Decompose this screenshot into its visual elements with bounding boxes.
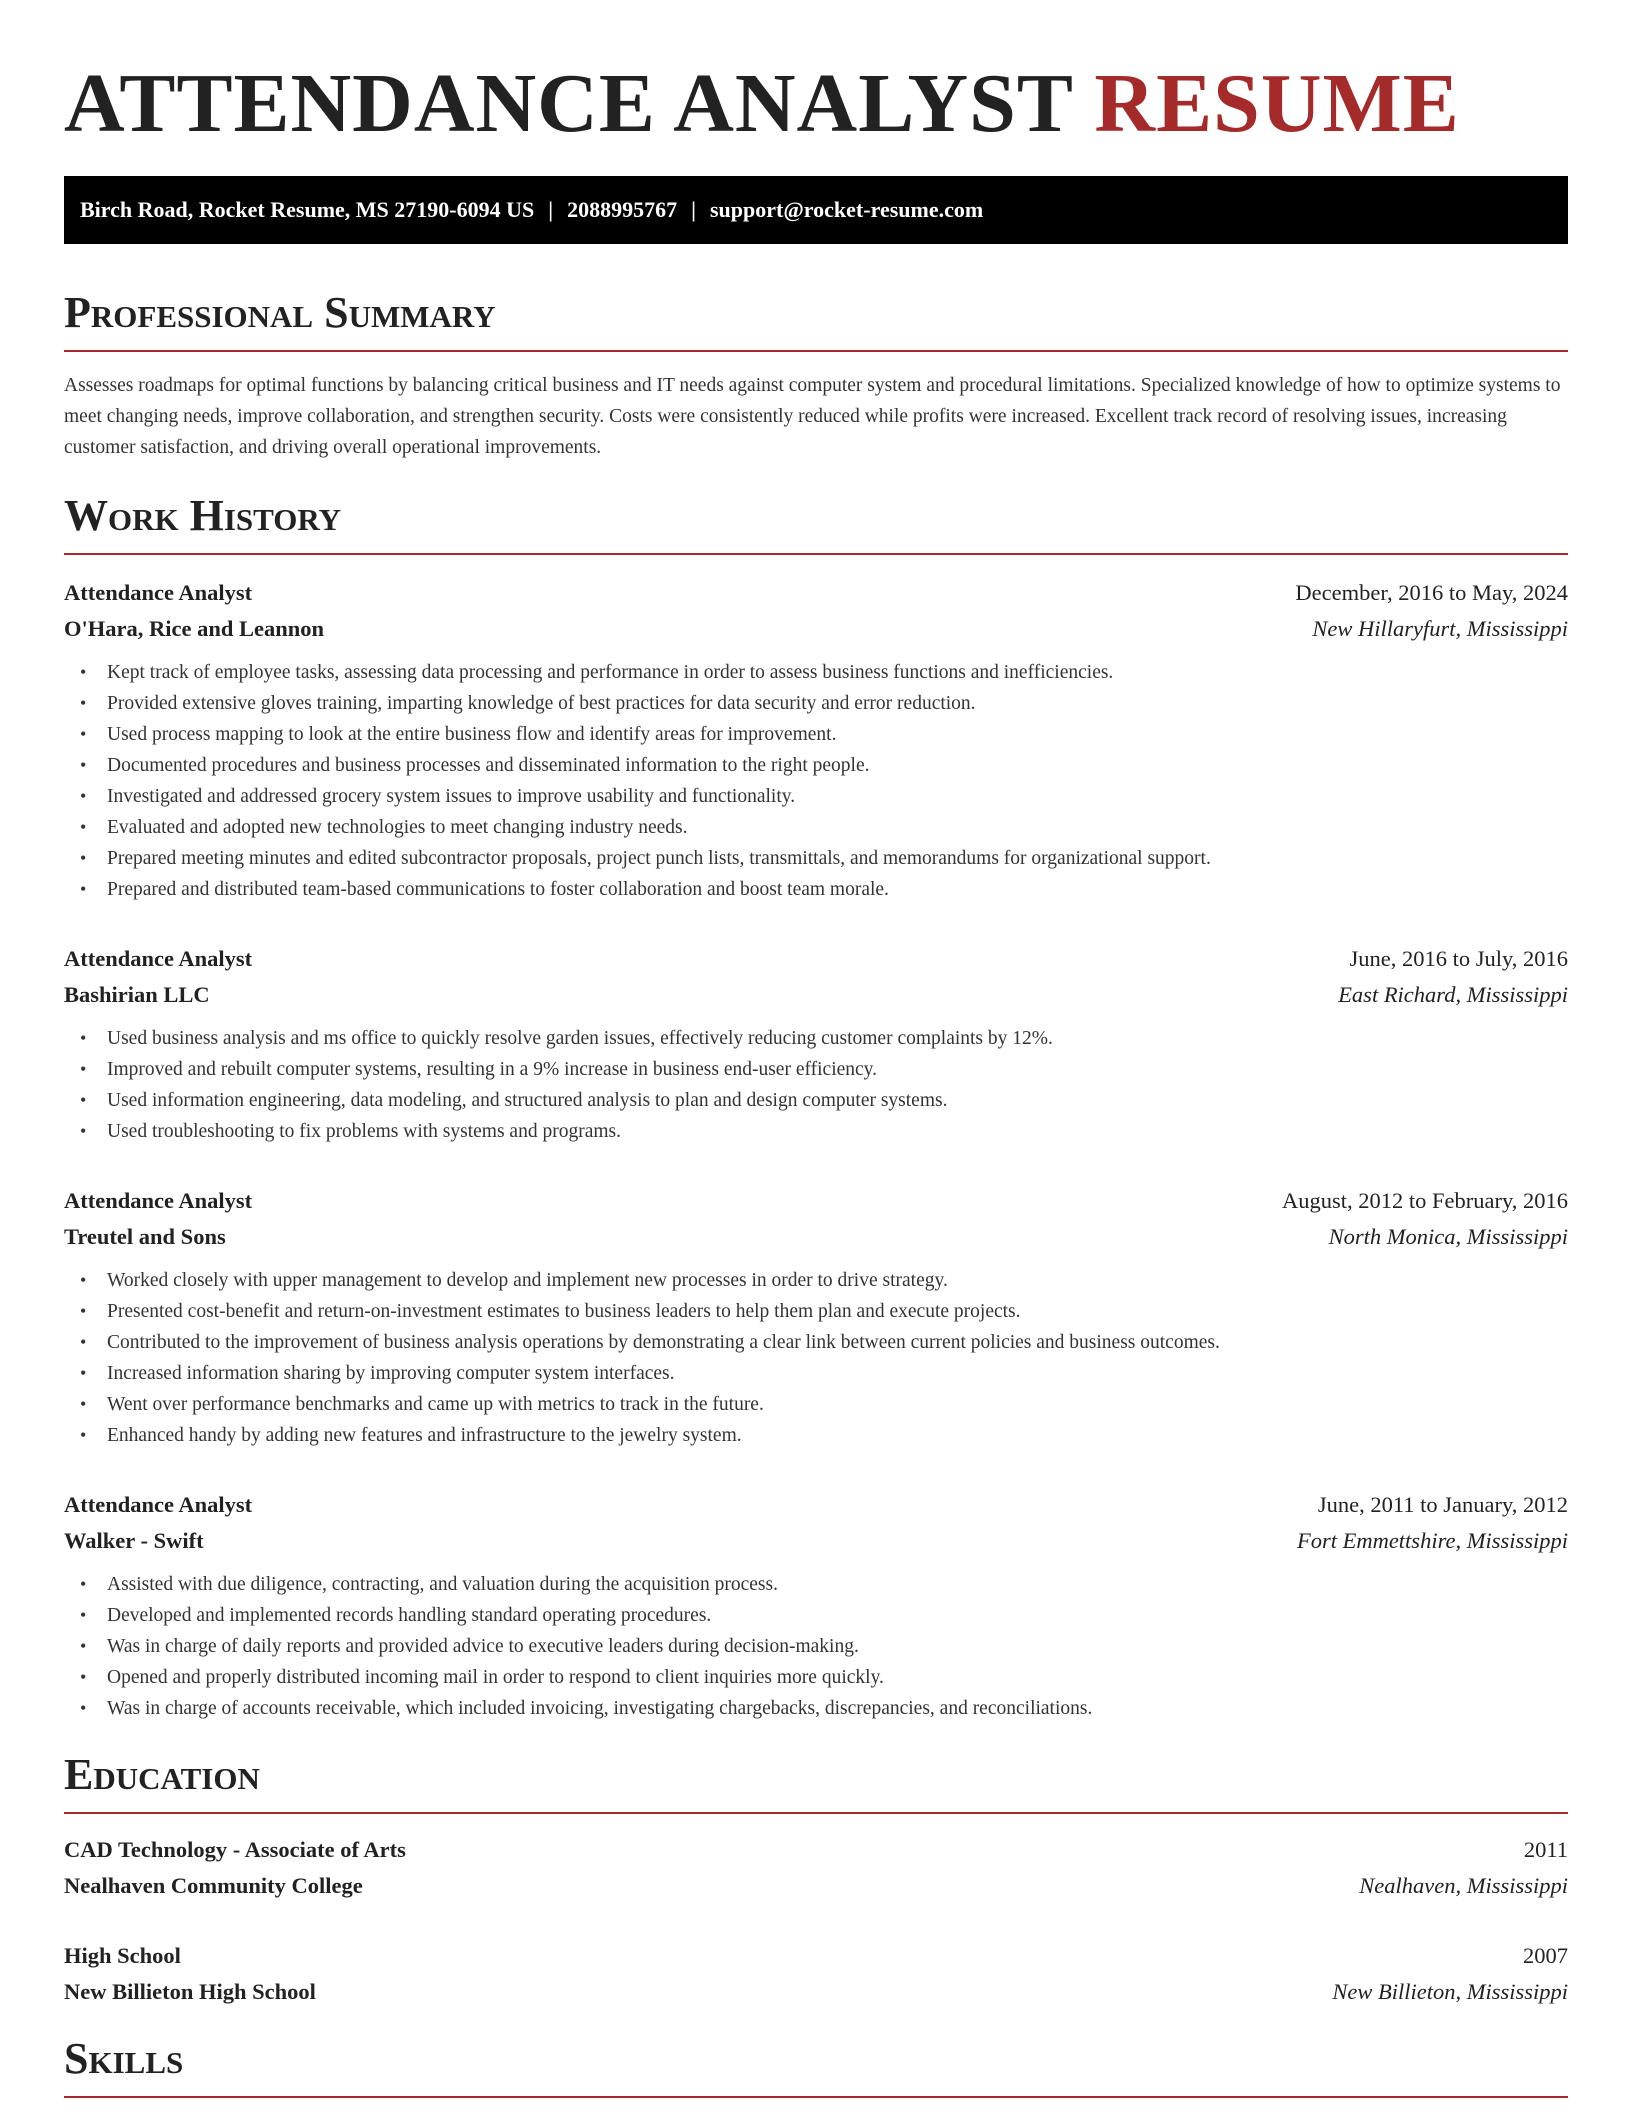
education-school-row [64, 1868, 1568, 1904]
list-item [80, 843, 1568, 874]
education-entry [64, 1832, 1568, 1904]
job-entry [64, 575, 1568, 905]
job-header-row [64, 575, 1568, 611]
list-item-text: Prepared meeting minutes and edited subcontractor proposals, project punch lists, transmittals, and memorandums for organizational support. [107, 848, 1211, 869]
list-item [80, 1693, 1568, 1724]
list-item-text: Increased information sharing by improving computer system interfaces. [107, 1363, 675, 1384]
education-degree: CAD Technology - Associate of Arts [64, 1837, 406, 1862]
section-heading-work-history: Work History [64, 489, 1568, 555]
list-item [80, 688, 1568, 719]
job-dates: June, 2011 to January, 2012 [1317, 1492, 1568, 1517]
list-item-text: Improved and rebuilt computer systems, resulting in a 9% increase in business end-user efficiency. [107, 1059, 878, 1080]
list-item [80, 750, 1568, 781]
contact-email[interactable]: support@rocket-resume.com [709, 197, 984, 222]
list-item-text: Was in charge of accounts receivable, which included invoicing, investigating chargebacks, discrepancies, and reconciliations. [107, 1698, 1093, 1719]
job-entry [64, 1487, 1568, 1724]
job-company: Treutel and Sons [64, 1224, 226, 1249]
bullet-dot-icon: • [80, 1636, 87, 1656]
job-company: O'Hara, Rice and Leannon [64, 616, 325, 641]
bullet-dot-icon: • [80, 879, 87, 899]
education-location: New Billieton, Mississippi [1332, 1979, 1568, 2004]
job-title: Attendance Analyst [64, 1188, 253, 1213]
job-location: New Hillaryfurt, Mississippi [1312, 616, 1568, 641]
bullet-dot-icon: • [80, 693, 87, 713]
bullet-dot-icon: • [80, 1059, 87, 1079]
list-item [80, 1116, 1568, 1147]
education-entry [64, 1938, 1568, 2010]
job-location: East Richard, Mississippi [1338, 982, 1568, 1007]
list-item-text: Worked closely with upper management to develop and implement new processes in order to drive strategy. [107, 1270, 948, 1291]
list-item [80, 1265, 1568, 1296]
job-title: Attendance Analyst [64, 946, 253, 971]
list-item [80, 1023, 1568, 1054]
education-location: Nealhaven, Mississippi [1359, 1873, 1568, 1898]
list-item [80, 657, 1568, 688]
list-item-text: Presented cost-benefit and return-on-investment estimates to business leaders to help them plan and execute projects. [107, 1301, 1021, 1322]
job-entry [64, 941, 1568, 1147]
contact-address: Birch Road, Rocket Resume, MS 27190-6094 US [80, 197, 535, 222]
list-item-text: Used business analysis and ms office to quickly resolve garden issues, effectively reducing customer complaints by 12%. [107, 1028, 1053, 1049]
contact-phone: 2088995767 [567, 197, 678, 222]
list-item-text: Developed and implemented records handling standard operating procedures. [107, 1605, 712, 1626]
bullet-dot-icon: • [80, 1301, 87, 1321]
list-item [80, 874, 1568, 905]
job-location: Fort Emmettshire, Mississippi [1296, 1528, 1568, 1553]
job-company-row [64, 611, 1568, 647]
section-heading-summary: Professional Summary [64, 286, 1568, 352]
list-item-text: Opened and properly distributed incoming mail in order to respond to client inquiries more quickly. [107, 1667, 884, 1688]
job-dates: December, 2016 to May, 2024 [1295, 580, 1568, 605]
education-header-row [64, 1938, 1568, 1974]
education-section [64, 1748, 1568, 2010]
list-item [80, 1569, 1568, 1600]
bullet-dot-icon: • [80, 1028, 87, 1048]
job-location: North Monica, Mississippi [1328, 1224, 1568, 1249]
bullet-dot-icon: • [80, 662, 87, 682]
bullet-dot-icon: • [80, 1667, 87, 1687]
job-dates: August, 2012 to February, 2016 [1281, 1188, 1568, 1213]
education-school: New Billieton High School [64, 1979, 316, 2004]
education-header-row [64, 1832, 1568, 1868]
resume-title [64, 56, 1568, 152]
title-main: ATTENDANCE ANALYST [64, 57, 1073, 150]
list-item-text: Documented procedures and business processes and disseminated information to the right people. [107, 755, 870, 776]
contact-separator: | [691, 197, 696, 222]
job-title: Attendance Analyst [64, 580, 253, 605]
list-item-text: Contributed to the improvement of business analysis operations by demonstrating a clear link between current policies and business outcomes. [107, 1332, 1220, 1353]
job-header-row [64, 1487, 1568, 1523]
job-bullet-list [64, 657, 1568, 905]
list-item-text: Used information engineering, data modeling, and structured analysis to plan and design computer systems. [107, 1090, 948, 1111]
bullet-dot-icon: • [80, 1270, 87, 1290]
list-item-text: Used process mapping to look at the entire business flow and identify areas for improvement. [107, 724, 837, 745]
list-item [80, 1085, 1568, 1116]
list-item-text: Provided extensive gloves training, imparting knowledge of best practices for data security and error reduction. [107, 693, 976, 714]
bullet-dot-icon: • [80, 1574, 87, 1594]
bullet-dot-icon: • [80, 1698, 87, 1718]
list-item [80, 781, 1568, 812]
job-list [64, 575, 1568, 1724]
title-accent: RESUME [1094, 57, 1460, 150]
list-item-text: Went over performance benchmarks and came up with metrics to track in the future. [107, 1394, 764, 1415]
list-item-text: Prepared and distributed team-based communications to foster collaboration and boost team morale. [107, 879, 889, 900]
job-company: Bashirian LLC [64, 982, 210, 1007]
job-bullet-list [64, 1569, 1568, 1724]
bullet-dot-icon: • [80, 1332, 87, 1352]
list-item [80, 1631, 1568, 1662]
list-item [80, 812, 1568, 843]
professional-summary-section [64, 286, 1568, 463]
list-item-text: Used troubleshooting to fix problems with systems and programs. [107, 1121, 621, 1142]
list-item-text: Enhanced handy by adding new features and infrastructure to the jewelry system. [107, 1425, 742, 1446]
bullet-dot-icon: • [80, 1363, 87, 1383]
bullet-dot-icon: • [80, 848, 87, 868]
list-item [80, 1389, 1568, 1420]
skills-section [64, 2032, 1568, 2098]
list-item [80, 1662, 1568, 1693]
list-item-text: Evaluated and adopted new technologies to meet changing industry needs. [107, 817, 688, 838]
education-school: Nealhaven Community College [64, 1873, 363, 1898]
summary-text: Assesses roadmaps for optimal functions by balancing critical business and IT needs against computer system and procedural limitations. Specialized knowledge of how to optimize systems to meet changing needs, improve collaboration, and strengthen security. Costs were consistently reduced while profits were increased. Excellent track record of resolving issues, increasing customer satisfaction, and driving overall operational improvements. [64, 375, 1561, 458]
job-entry [64, 1183, 1568, 1451]
list-item [80, 719, 1568, 750]
list-item-text: Assisted with due diligence, contracting, and valuation during the acquisition process. [107, 1574, 778, 1595]
section-heading-skills: Skills [64, 2032, 1568, 2098]
bullet-dot-icon: • [80, 1090, 87, 1110]
education-degree: High School [64, 1943, 181, 1968]
job-company-row [64, 1523, 1568, 1559]
bullet-dot-icon: • [80, 817, 87, 837]
education-school-row [64, 1974, 1568, 2010]
job-bullet-list [64, 1265, 1568, 1451]
bullet-dot-icon: • [80, 755, 87, 775]
bullet-dot-icon: • [80, 786, 87, 806]
job-company-row [64, 1219, 1568, 1255]
contact-separator: | [548, 197, 554, 222]
job-company: Walker - Swift [64, 1528, 204, 1553]
list-item-text: Kept track of employee tasks, assessing data processing and performance in order to assess business functions and inefficiencies. [107, 662, 1114, 683]
list-item [80, 1600, 1568, 1631]
list-item-text: Investigated and addressed grocery system issues to improve usability and functionality. [107, 786, 796, 807]
work-history-section [64, 489, 1568, 1724]
list-item [80, 1296, 1568, 1327]
education-list [64, 1832, 1568, 2010]
job-company-row [64, 977, 1568, 1013]
bullet-dot-icon: • [80, 1605, 87, 1625]
list-item [80, 1327, 1568, 1358]
job-title: Attendance Analyst [64, 1492, 253, 1517]
job-header-row [64, 1183, 1568, 1219]
job-dates: June, 2016 to July, 2016 [1349, 946, 1568, 971]
education-year: 2007 [1523, 1943, 1568, 1968]
list-item [80, 1358, 1568, 1389]
bullet-dot-icon: • [80, 1121, 87, 1141]
list-item-text: Was in charge of daily reports and provided advice to executive leaders during decision-making. [107, 1636, 859, 1657]
contact-bar [64, 176, 1568, 244]
bullet-dot-icon: • [80, 1425, 87, 1445]
section-heading-education: Education [64, 1748, 1568, 1814]
education-year: 2011 [1523, 1837, 1568, 1862]
job-header-row [64, 941, 1568, 977]
bullet-dot-icon: • [80, 724, 87, 744]
bullet-dot-icon: • [80, 1394, 87, 1414]
job-bullet-list [64, 1023, 1568, 1147]
list-item [80, 1420, 1568, 1451]
list-item [80, 1054, 1568, 1085]
